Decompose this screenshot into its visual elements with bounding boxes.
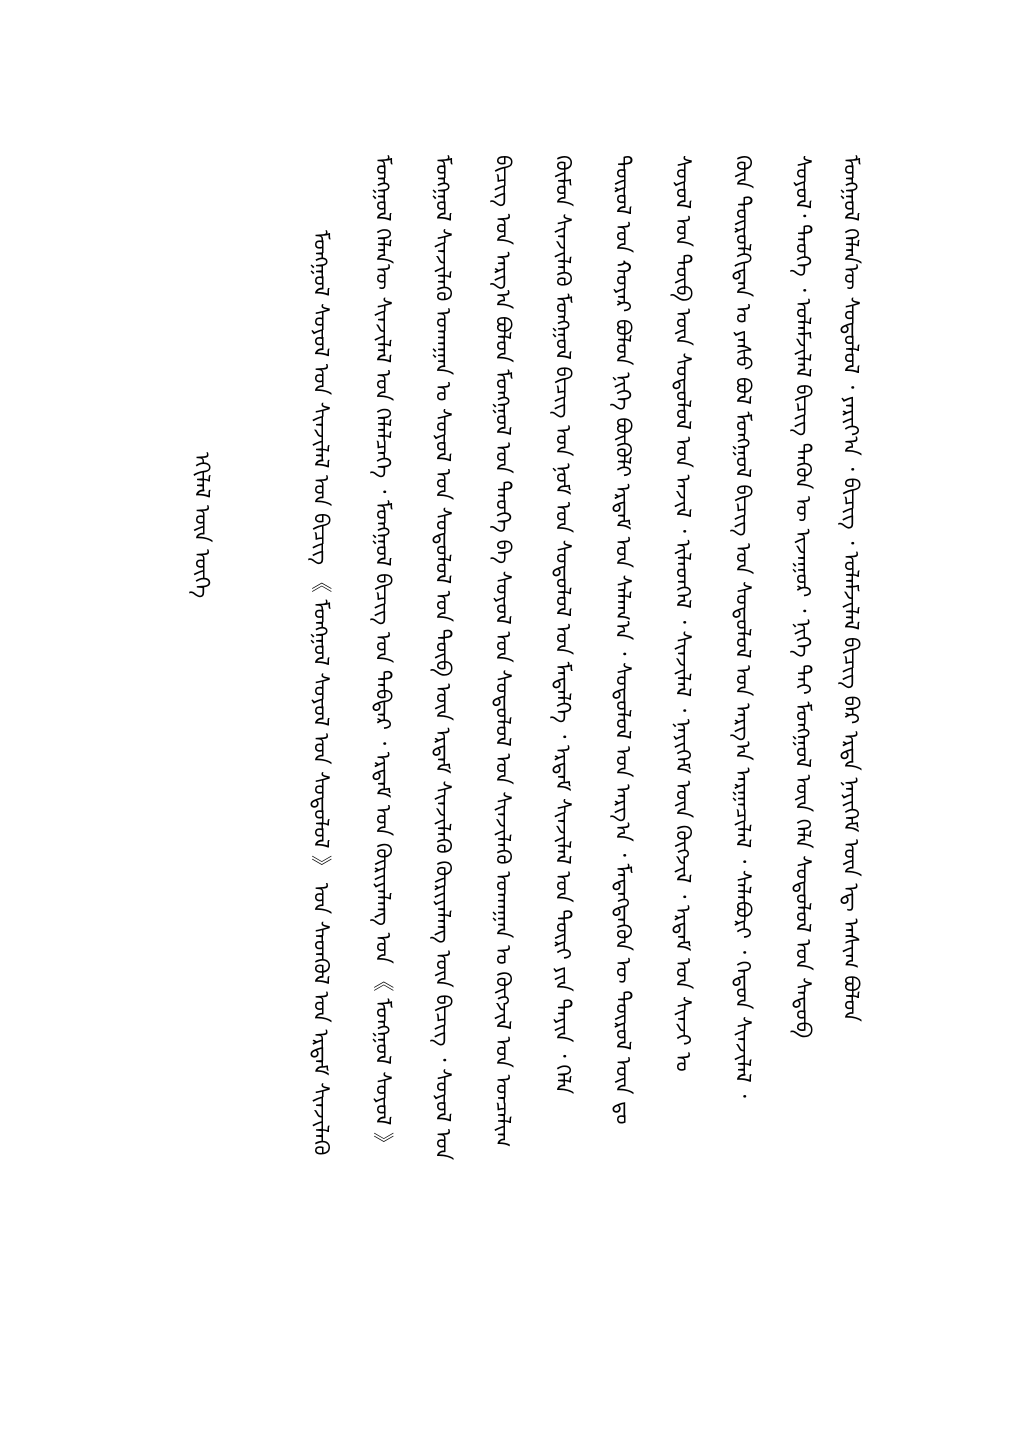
text-column-3: ᠬᠦᠨ ᠲᠥᠷᠦᠯᠬᠢᠲᠡᠨ ᠤ ᠶᠠᠰᠤ ᠪᠣᠯ ᠮᠣᠩᠭᠣᠯ ᠪᠢᠴᠢᠭ ᠤᠨ ᠰᠤᠳᠤᠯᠤᠯ ᠤᠨ ᠠᠷᠭ᠎ᠠ ᠠᠷᠭᠠᠴᠢᠯᠠᠯ ᠂ ᠰᠠᠯᠠᠪᠤᠷᠢ ᠂ ᠬᠡᠳᠦᠨ ᠰᠢᠨᠵᠢᠯᠡᠯ ᠂ xyxy=(731,155,755,1098)
text-column-5: ᠲᠦᠷᠦᠯ ᠤᠨ ᠬᠣᠶᠠᠷ ᠪᠣᠯᠤᠨ ᠨᠢᠭᠡ ᠪᠦᠬᠦᠯᠢ ᠡᠷᠳᠡᠮ ᠤᠨ ᠰᠠᠯᠠᠭ᠎ᠠ ᠂ ᠰᠤᠳᠤᠯᠤᠯ ᠤᠨ ᠠᠷᠭ᠎ᠠ ᠂ ᠮᠡᠳᠡᠭᠳᠡᠬᠦᠨ ᠦ ᠲᠥᠷᠦᠯ ᠦᠨ ᠳᠤ xyxy=(611,155,635,1125)
page-title: ᠡᠬᠢᠯᠡᠯ ᠦᠨ ᠦᠭᠡ xyxy=(190,451,214,599)
text-column-1: ᠮᠣᠩᠭᠣᠯ ᠬᠡᠯᠡᠨ᠎ᠦ ᠰᠤᠳᠤᠯᠤᠯ ᠂ ᠶᠠᠷᠢᠶ᠎ᠠ ᠂ ᠪᠢᠴᠢᠭ ᠂ ᠤᠯᠠᠮᠵᠢᠯᠠᠯ ᠪᠢᠴᠢᠭ ᠪᠠᠷ ᠡᠷᠲᠡ ᠨᠡᠶᠢᠭᠡᠮ ᠦᠨ ᠡᠳ᠋ ᠠᠰᠢᠭ᠋ ᠪᠣᠯᠤᠨ xyxy=(839,155,863,1022)
text-column-2: ᠰᠣᠶᠣᠯ᠂ ᠲᠡᠦᠬᠡ ᠂ ᠤᠯᠠᠮᠵᠢᠯᠠᠯ ᠪᠢᠴᠢᠭ ᠲᠡᠭᠦᠨ ᠦ ᠢᠵᠠᠭᠤᠷ ᠂ ᠨᠢᠭᠡ ᠲᠡᠢ ᠮᠣᠩᠭᠣᠯ ᠦᠨ ᠬᠡᠯᠡ ᠰᠤᠳᠤᠯᠤᠯ ᠤᠨ ᠰᠡᠳᠦᠪ xyxy=(791,155,815,1039)
text-column-7: ᠪᠢᠴᠢᠭ ᠤᠨ ᠠᠷᠭ᠎ᠠ ᠪᠣᠯᠤᠨ ᠮᠣᠩᠭᠣᠯ ᠤᠨ ᠲᠡᠦᠬᠡ ᠪᠠ ᠰᠣᠶᠣᠯ ᠤᠨ ᠰᠤᠳᠤᠯᠤᠯ ᠤᠨ ᠰᠢᠨᠵᠢᠯᠡᠬᠦ ᠤᠬᠠᠭᠠᠨ ᠤ ᠬᠥᠭᠵᠢᠯ ᠤᠨ ᠣᠨᠴᠠᠯᠢᠭ xyxy=(491,155,515,1148)
text-column-4: ᠰᠣᠶᠣᠯ ᠤᠨ ᠲᠥᠪ ᠦᠨ ᠰᠣᠳᠤᠯᠤᠯ ᠤᠨ ᠠᠵᠢᠯ ᠂ ᠢᠯᠡᠳᠬᠡᠯ ᠂ ᠰᠢᠨᠵᠢᠯᠡᠯ ᠂ ᠨᠡᠶᠢᠭᠡᠮ ᠦᠨ ᠬᠥᠭᠵᠢᠯ ᠂ ᠡᠷᠳᠡᠮ ᠤᠨ ᠰᠢᠨᠵᠢ ᠤ xyxy=(671,155,695,1072)
text-column-9: ᠮᠣᠩᠭᠣᠯ ᠬᠡᠯᠡᠨ᠎ᠦ ᠰᠢᠨᠵᠢᠯᠡᠯ ᠤᠨ ᠬᠡᠯᠡᠯᠴᠡᠭᠡ ᠂ ᠮᠣᠩᠭᠣᠯ ᠪᠢᠴᠢᠭ ᠤᠨ ᠳᠡᠪᠲᠡᠷ ᠂ ᠡᠷᠳᠡᠮ ᠤᠨ ᠬᠦᠷᠢᠶᠡᠯᠡᠩ ᠤᠨ 《 ᠮᠣᠩᠭᠣᠯ ᠰᠣᠶᠣᠯ 》 xyxy=(371,155,395,1153)
footer-line: ᠮᠣᠩᠭᠣᠯ ᠰᠣᠶᠣᠯ ᠤᠨ ᠰᠢᠨᠵᠢᠯᠡᠯ ᠤᠨ ᠪᠢᠴᠢᠭ 《 ᠮᠣᠩᠭᠣᠯ ᠰᠣᠶᠣᠯ ᠤᠨ ᠰᠤᠳᠤᠯᠤᠯ 》 ᠤᠨ ᠰᠡᠳᠬᠦᠯ ᠤᠨ ᠡᠷᠳᠡᠮ ᠰᠢᠨᠵᠢᠯᠡᠬᠦ xyxy=(309,230,333,1156)
text-column-6: ᠬᠦᠮᠦᠨ ᠰᠢᠨᠵᠢᠯᠡᠬᠦ ᠮᠣᠩᠭᠣᠯ ᠪᠢᠴᠢᠭ ᠤᠨ ᠨᠣᠮ ᠤᠨ ᠰᠤᠳᠤᠯᠤᠯ ᠤᠨ ᠮᠡᠳᠡᠯᠭᠡ ᠂ ᠡᠷᠳᠡᠮ ᠰᠢᠨᠵᠢᠯᠡᠯ ᠤᠨ ᠳᠦᠷᠢ ᠶᠢᠨ ᠲᠡᠶᠢᠨ ᠂ ᠬᠡᠯᠡ xyxy=(551,155,575,1095)
text-column-8: ᠮᠣᠩᠭᠣᠯ ᠰᠢᠨᠵᠢᠯᠡᠬᠦ ᠤᠬᠠᠭᠠᠨ ᠤ ᠰᠣᠶᠣᠯ ᠤᠨ ᠰᠤᠳᠤᠯᠤᠯ ᠤᠨ ᠲᠥᠪ ᠦᠨ ᠡᠷᠳᠡᠮ ᠰᠢᠨᠵᠢᠯᠡᠬᠦ ᠬᠦᠷᠢᠶᠡᠯᠡᠩ ᠦᠨ ᠪᠢᠴᠢᠭ ᠂ ᠰᠣᠶᠣᠯ ᠤᠨ xyxy=(431,155,455,1161)
